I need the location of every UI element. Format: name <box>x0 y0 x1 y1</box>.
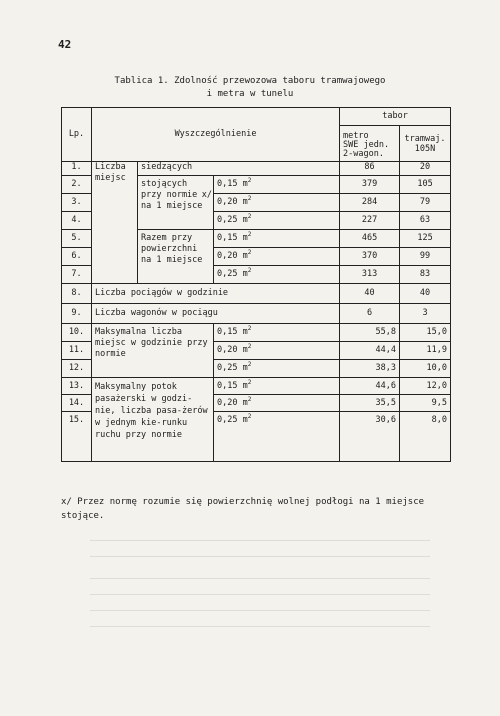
show-through-line <box>90 578 430 579</box>
metro-value: 38,3 <box>340 360 400 378</box>
lp-cell: 15. <box>62 412 92 462</box>
lp-cell: 4. <box>62 212 92 230</box>
lp-cell: 5. <box>62 230 92 248</box>
tram-value: 79 <box>400 194 451 212</box>
tram-value: 63 <box>400 212 451 230</box>
norm-cell: 0,25 $m^2$ <box>214 266 340 284</box>
stojacych-label <box>138 176 214 230</box>
header-spec: Wyszczególnienie <box>92 108 340 162</box>
show-through-line <box>90 626 430 627</box>
norm-cell: 0,25 $m^2$ <box>214 412 340 462</box>
header-tram: tramwaj. 105N <box>400 126 451 162</box>
metro-value: 313 <box>340 266 400 284</box>
norm-cell: 0,20 $m^2$ <box>214 194 340 212</box>
razem-label: Razem przy powierzchni na 1 miejsce <box>138 230 214 284</box>
norm-cell: 0,15 $m^2$ <box>214 378 340 395</box>
tram-value: 83 <box>400 266 451 284</box>
norm-cell: 0,20 $m^2$ <box>214 395 340 412</box>
tram-value: 9,5 <box>400 395 451 412</box>
tram-value: 105 <box>400 176 451 194</box>
norm-cell: 0,20 $m^2$ <box>214 342 340 360</box>
maks-potok-label: Maksymalny potok pasażerski w godzi-nie, liczba pasa-żerów w jednym kie-runku ruchu przy normie <box>92 378 214 462</box>
footnote-mark: x/ <box>201 190 212 200</box>
table-row <box>62 162 451 176</box>
tram-value: 8,0 <box>400 412 451 462</box>
page-number: 42 <box>58 38 72 51</box>
lp-cell: 2. <box>62 176 92 194</box>
table-row <box>62 284 451 304</box>
show-through-line <box>90 610 430 611</box>
capacity-table <box>61 107 451 462</box>
liczba-miejsc-label: Liczba miejsc <box>92 162 138 284</box>
pociagow-label: Liczba pociągów w godzinie <box>92 284 340 304</box>
norm-cell: 0,20 $m^2$ <box>214 248 340 266</box>
tram-value: 3 <box>400 304 451 324</box>
metro-value: 6 <box>340 304 400 324</box>
lp-cell: 9. <box>62 304 92 324</box>
metro-value: 284 <box>340 194 400 212</box>
tram-value: 15,0 <box>400 324 451 342</box>
metro-value: 465 <box>340 230 400 248</box>
metro-value: 35,5 <box>340 395 400 412</box>
lp-cell: 6. <box>62 248 92 266</box>
show-through-line <box>90 540 430 541</box>
metro-value: 370 <box>340 248 400 266</box>
siedzacych-label: siedzących <box>138 162 340 176</box>
metro-value: 227 <box>340 212 400 230</box>
tram-value: 10,0 <box>400 360 451 378</box>
tram-value: 11,9 <box>400 342 451 360</box>
table-title-line2: i metra w tunelu <box>206 89 294 99</box>
show-through-line <box>90 556 430 557</box>
table-title: Tablica 1. Zdolność przewozowa taboru tramwajowego <box>114 76 386 86</box>
metro-value: 55,8 <box>340 324 400 342</box>
maks-liczba-label: Maksymalna liczba miejsc w godzinie przy normie <box>92 324 214 378</box>
tram-value: 40 <box>400 284 451 304</box>
lp-cell: 3. <box>62 194 92 212</box>
lp-cell: 10. <box>62 324 92 342</box>
lp-cell: 13. <box>62 378 92 395</box>
tram-value: 99 <box>400 248 451 266</box>
lp-cell: 12. <box>62 360 92 378</box>
tram-value: 12,0 <box>400 378 451 395</box>
lp-cell: 7. <box>62 266 92 284</box>
norm-cell: 0,15 $m^2$ <box>214 324 340 342</box>
footnote: x/ Przez normę rozumie się powierzchnię wolnej podłogi na 1 miejsce stojące. <box>61 497 425 521</box>
metro-value: 379 <box>340 176 400 194</box>
table-row <box>62 324 451 342</box>
lp-cell: 8. <box>62 284 92 304</box>
table-row <box>62 378 451 395</box>
metro-value: 44,6 <box>340 378 400 395</box>
lp-cell: 1. <box>62 162 92 176</box>
metro-value: 30,6 <box>340 412 400 462</box>
tram-value: 125 <box>400 230 451 248</box>
table-row <box>62 304 451 324</box>
norm-cell: 0,25 $m^2$ <box>214 360 340 378</box>
tram-value: 20 <box>400 162 451 176</box>
show-through-line <box>90 594 430 595</box>
norm-cell: 0,15 $m^2$ <box>214 176 340 194</box>
header-tabor: tabor <box>340 108 451 126</box>
metro-value: 44,4 <box>340 342 400 360</box>
lp-cell: 11. <box>62 342 92 360</box>
header-lp: Lp. <box>62 108 92 162</box>
metro-value: 40 <box>340 284 400 304</box>
wagonow-label: Liczba wagonów w pociągu <box>92 304 340 324</box>
norm-cell: 0,25 $m^2$ <box>214 212 340 230</box>
stojacych-text: stojących przy normie na 1 miejsce <box>141 179 203 211</box>
header-row <box>62 108 451 126</box>
norm-cell: 0,15 $m^2$ <box>214 230 340 248</box>
lp-cell: 14. <box>62 395 92 412</box>
metro-value: 86 <box>340 162 400 176</box>
header-metro: metro SWE jedn. 2-wagon. <box>340 126 400 162</box>
